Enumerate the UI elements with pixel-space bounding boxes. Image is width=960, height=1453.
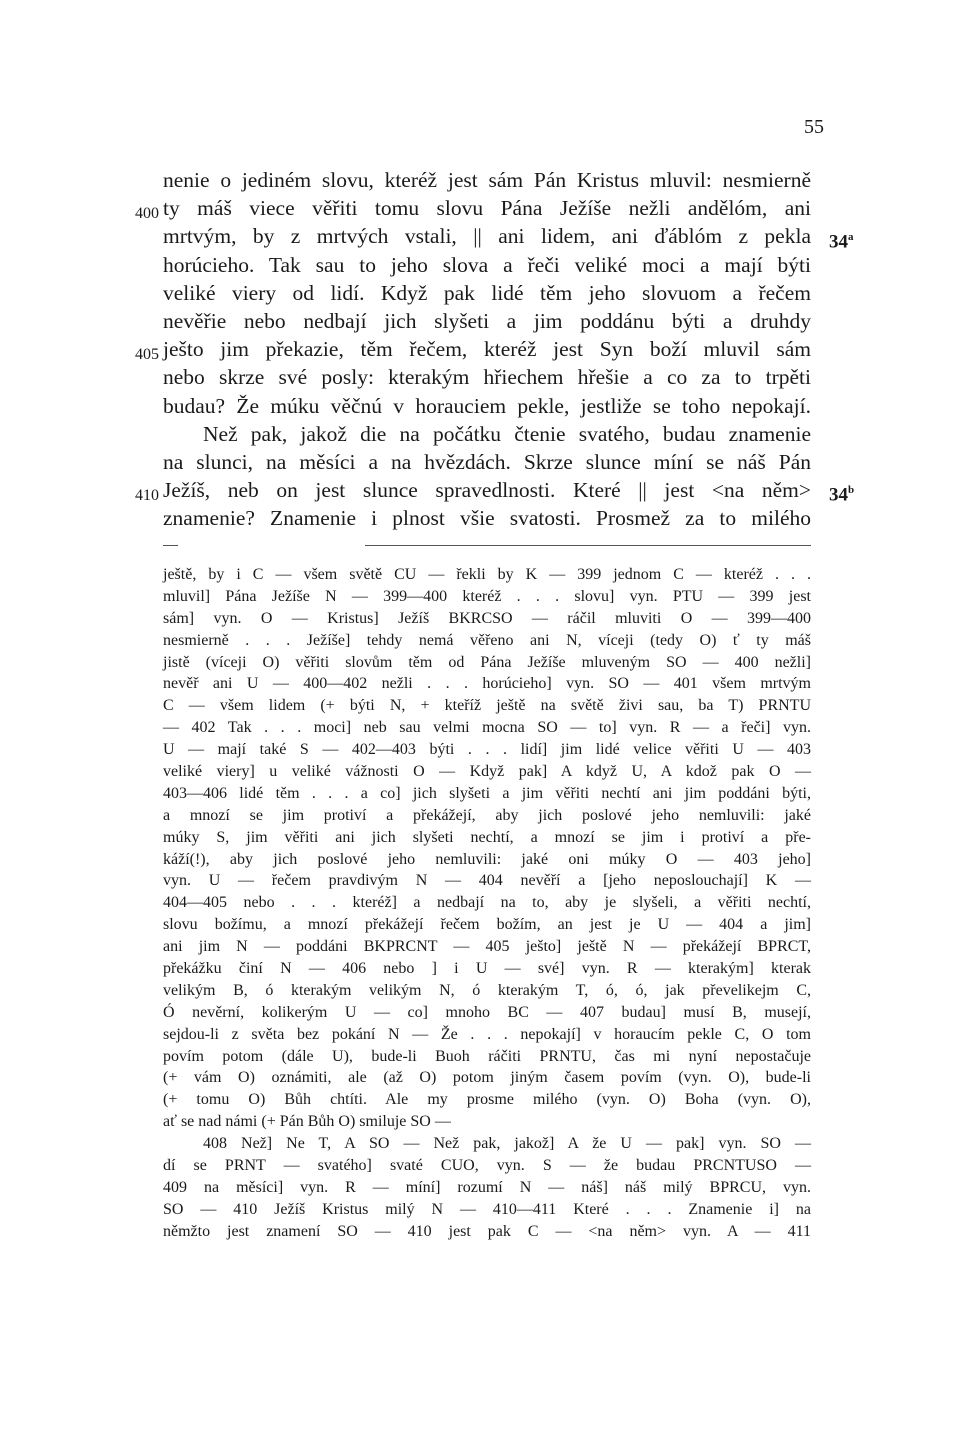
folio-number: 34 — [829, 484, 848, 506]
apparatus-line: a mnozí se jim protiví a překážejí, aby jich poslové jeho nemluvili: jaké — [163, 806, 811, 824]
apparatus-line: múky S, jim věřiti ani jich slyšeti nechtí, a mnozí se jim i protiví a pře- — [163, 828, 811, 846]
apparatus-line: káží(!), aby jich poslové jeho nemluvili: jaké oni múky O — 403 jeho] — [163, 850, 811, 868]
apparatus-line: němžto jest znamení SO — 410 jest pak C — <na něm> vyn. A — 411 — [163, 1222, 811, 1240]
apparatus-line: dí se PRNT — svatého] svaté CUO, vyn. S — že budau PRCNTUSO — — [163, 1157, 811, 1175]
apparatus-line: velikým B, ó kterakým velikým N, ó kterakým T, ó, ó, jak převelikejm C, — [163, 981, 811, 999]
apparatus-line: ani jim N — poddáni BKPRCNT — 405 ješto] ještě N — překážejí BPRCT, — [163, 938, 811, 956]
critical-apparatus — [163, 564, 811, 1243]
folio-marker — [829, 231, 854, 253]
separator-rule — [163, 545, 178, 546]
main-line: mrtvým, by z mrtvých vstali, || ani lidem, ani ďáblóm z pekla — [163, 224, 811, 249]
line-number: 410 — [135, 487, 159, 504]
main-line: ještο jim překazie, těm řečem, kteréž jest Syn boží mluvil sám — [163, 337, 811, 362]
main-line: budau? Že múku věčnú v horauciem pekle, jestliže se toho nepokají. — [163, 393, 811, 418]
line-number: 400 — [135, 205, 159, 222]
apparatus-line: nevěř ani U — 400—402 nežli . . . horúcieho] vyn. SO — 401 všem mrtvým — [163, 675, 811, 693]
main-line: horúcieho. Tak sau to jeho slova a řeči veliké moci a mají býti — [163, 252, 811, 277]
main-line: ty máš viece věřiti tomu slovu Pána Ježíše nežli andělóm, ani — [163, 196, 811, 221]
line-number: 405 — [135, 346, 159, 363]
folio-marker — [829, 484, 854, 506]
apparatus-line: ještě, by i C — všem světě CU — řekli by K — 399 jednom C — kteréž . . . — [163, 566, 811, 583]
apparatus-line: — 402 Tak . . . moci] neb sau velmi mocna SO — to] vyn. R — a řeči] vyn. — [163, 719, 811, 737]
folio-number: 34 — [829, 231, 848, 253]
apparatus-line: 403—406 lidé těm . . . a co] jich slyšeti a jim věřiti nechtí ani jim poddáni býti, — [163, 784, 811, 802]
apparatus-line: (+ vám O) oznámiti, ale (až O) potom jiným časem povím (vyn. O), bude-li — [163, 1069, 811, 1087]
main-line: znamenie? Znamenie i plnost všie svatosti. Prosmež za to milého — [163, 506, 811, 531]
apparatus-line: sám] vyn. O — Kristus] Ježíš BKRCSO — ráčil mluviti O — 399—400 — [163, 609, 811, 627]
apparatus-line: jistě (víceji O) věřiti slovům těm od Pána Ježíše mluveným SO — 400 nežli] — [163, 653, 811, 671]
folio-side: b — [848, 484, 855, 496]
apparatus-line: slovu božímu, a mnozí překážejí řečem božím, an jest je U — 404 a jim] — [163, 916, 811, 934]
main-text — [163, 166, 811, 532]
apparatus-line: 404—405 nebo . . . kteréž] a nedbají na to, aby je slyšeli, a věřiti nechtí, — [163, 894, 811, 912]
apparatus-line: překážku činí N — 406 nebo ] i U — své] vyn. R — kterakým] kterak — [163, 960, 811, 978]
separator-rule — [365, 545, 811, 546]
main-line: Ježíš, neb on jest slunce spravedlnosti. Které || jest <na něm> — [163, 478, 811, 503]
apparatus-line: povím potom (dále U), bude-li Buoh ráčiti PRNTU, čas mi nyní nepostačuje — [163, 1047, 811, 1065]
apparatus-line: ať se nad námi (+ Pán Bůh O) smiluje SO — — [163, 1113, 451, 1131]
apparatus-line: 409 na měsíci] vyn. R — míní] rozumí N — náš] náš milý BPRCU, vyn. — [163, 1178, 811, 1196]
main-line: nenie o jediném slovu, kteréž jest sám Pán Kristus mluvil: nesmierně — [163, 168, 811, 192]
apparatus-line: SO — 410 Ježíš Kristus milý N — 410—411 Které . . . Znamenie i] na — [163, 1200, 811, 1218]
main-line: nebo skrze své posly: kterakým hřiechem hřešie a co za to trpěti — [163, 365, 811, 390]
main-line: Než pak, jakož die na počátku čtenie svatého, budau znamenie — [203, 421, 811, 446]
page-number: 55 — [804, 116, 824, 138]
apparatus-line: (+ tomu O) Bůh chtíti. Ale my prosme milého (vyn. O) Boha (vyn. O), — [163, 1091, 811, 1109]
apparatus-line: U — mají také S — 402—403 býti . . . lidí] jim lidé velice věřiti U — 403 — [163, 741, 811, 759]
apparatus-line: sejdou-li z světa bez pokání N — Že . . . nepokají] v horaucím pekle C, O tom — [163, 1025, 811, 1043]
apparatus-line: C — všem lidem (+ býti N, + kteříž ještě na světě živi sau, ba T) PRNTU — [163, 697, 811, 715]
apparatus-line: vyn. U — řečem pravdivým N — 404 nevěří a [jeho neposlouchají] K — — [163, 872, 811, 890]
apparatus-line: nesmierně . . . Ježíše] tehdy nemá věřeno ani N, víceji (tedy O) ť ty máš — [163, 631, 811, 649]
folio-side: a — [848, 231, 854, 243]
main-line: na slunci, na měsíci a na hvězdách. Skrze slunce míní se náš Pán — [163, 449, 811, 474]
main-line: nevěřie nebo nedbají jich slyšeti a jim poddánu býti a druhdy — [163, 308, 811, 333]
apparatus-line: veliké viery] u veliké vážnosti O — Když pak] A když U, A kdož pak O — — [163, 763, 811, 781]
apparatus-line: mluvil] Pána Ježíše N — 399—400 kteréž . . . slovu] vyn. PTU — 399 jest — [163, 587, 811, 605]
main-line: veliké viery od lidí. Když pak lidé těm jeho slovuom a řečem — [163, 280, 811, 305]
apparatus-line: Ó nevěrní, kolikerým U — co] mnoho BC — 407 budau] musí B, musejí, — [163, 1003, 811, 1021]
apparatus-line: 408 Než] Ne T, A SO — Než pak, jakož] A že U — pak] vyn. SO — — [203, 1135, 811, 1153]
